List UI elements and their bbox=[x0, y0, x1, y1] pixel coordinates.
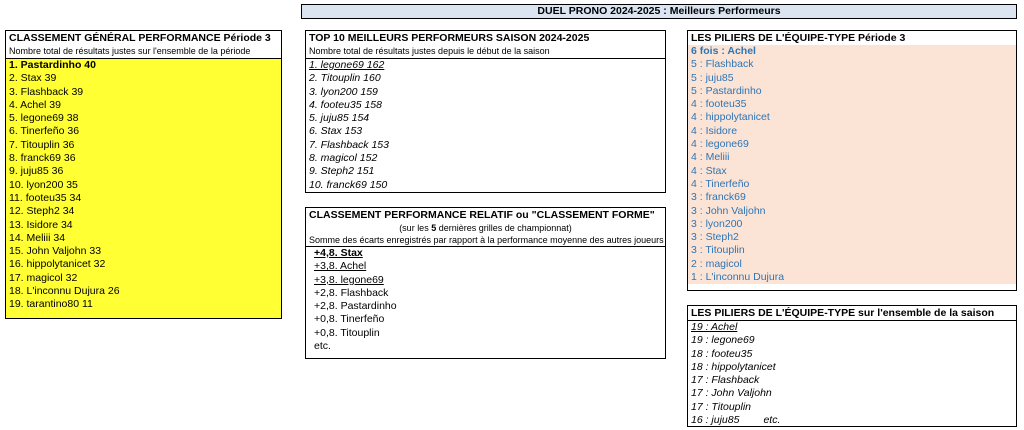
list-item: 2. Titouplin 160 bbox=[309, 72, 381, 85]
list-item: 4 : hippolytanicet bbox=[691, 111, 770, 124]
list-item: 18 : hippolytanicet bbox=[691, 360, 776, 373]
page-banner: DUEL PRONO 2024-2025 : Meilleurs Performeurs bbox=[301, 4, 1017, 19]
list-item: 4. Achel 39 bbox=[9, 98, 61, 111]
list-item: +4,8. Stax bbox=[314, 247, 363, 259]
list-item: 3 : Titouplin bbox=[691, 244, 745, 257]
list-item: 9. juju85 36 bbox=[9, 165, 64, 178]
list-item: 4. footeu35 158 bbox=[309, 98, 382, 111]
list-item: 4 : footeu35 bbox=[691, 98, 747, 111]
list-item: 2. Stax 39 bbox=[9, 72, 57, 85]
list-item: 17 : John Valjohn bbox=[691, 387, 772, 400]
list-item: 7. Flashback 153 bbox=[309, 138, 389, 151]
list-item: 19. tarantino80 11 bbox=[9, 298, 93, 311]
piliers-periode-list bbox=[688, 45, 1016, 284]
list-item: +3,8. Achel bbox=[314, 260, 367, 273]
list-item: 3. lyon200 159 bbox=[309, 85, 378, 98]
list-item: 1. legone69 162 bbox=[309, 59, 385, 71]
list-item: 5. legone69 38 bbox=[9, 112, 79, 125]
list-item: 18 : footeu35 bbox=[691, 347, 753, 360]
list-item: 6 fois : Achel bbox=[691, 45, 756, 57]
forme-note: Somme des écarts enregistrés par rapport à la performance moyenne des autres joueurs bbox=[306, 234, 665, 247]
top10-panel bbox=[305, 30, 666, 193]
list-item: 4 : Meliii bbox=[691, 151, 730, 164]
general-ranking-title: CLASSEMENT GÉNÉRAL PERFORMANCE Période 3 bbox=[9, 32, 271, 44]
forme-list bbox=[306, 247, 665, 353]
list-item: 10. franck69 150 bbox=[309, 178, 388, 191]
general-ranking-subtitle: Nombre total de résultats justes sur l'ensemble de la période bbox=[9, 46, 251, 56]
list-item: 16 : juju85 etc. bbox=[691, 414, 781, 427]
list-item: 19 : legone69 bbox=[691, 334, 755, 347]
forme-panel bbox=[305, 207, 666, 359]
list-item: 12. Steph2 34 bbox=[9, 205, 75, 218]
list-item: 3 : Steph2 bbox=[691, 231, 739, 244]
list-item: 2 : magicol bbox=[691, 257, 742, 270]
list-item: 3 : franck69 bbox=[691, 191, 746, 204]
list-item: 3. Flashback 39 bbox=[9, 85, 84, 98]
list-item: 5. juju85 154 bbox=[309, 112, 370, 125]
etc-label: etc. bbox=[763, 414, 781, 427]
forme-title: CLASSEMENT PERFORMANCE RELATIF ou "CLASSEMENT FORME" bbox=[309, 209, 655, 221]
list-item: 17 : Flashback bbox=[691, 374, 760, 387]
piliers-saison-title: LES PILIERS DE L'ÉQUIPE-TYPE sur l'ensemble de la saison bbox=[691, 307, 995, 319]
list-item: 5 : juju85 bbox=[691, 71, 734, 84]
list-item: 4 : Tinerfeño bbox=[691, 177, 750, 190]
list-item: 15. John Valjohn 33 bbox=[9, 245, 102, 258]
list-item: 3 : lyon200 bbox=[691, 217, 743, 230]
list-item: 17. magicol 32 bbox=[9, 271, 78, 284]
top10-title: TOP 10 MEILLEURS PERFORMEURS SAISON 2024-2025 bbox=[309, 32, 590, 44]
list-item: 14. Meliii 34 bbox=[9, 231, 66, 244]
list-item: 5 : Pastardinho bbox=[691, 84, 762, 97]
list-item: 11. footeu35 34 bbox=[9, 191, 82, 204]
list-item: 17 : Titouplin bbox=[691, 400, 752, 413]
piliers-saison-panel bbox=[687, 305, 1017, 427]
general-ranking-list bbox=[6, 58, 281, 318]
list-item: 1. Pastardinho 40 bbox=[9, 59, 96, 71]
list-item: 16. hippolytanicet 32 bbox=[9, 258, 106, 271]
list-item: 6. Stax 153 bbox=[309, 125, 363, 138]
list-item: 4 : Isidore bbox=[691, 124, 738, 137]
piliers-saison-list bbox=[688, 320, 1016, 427]
list-item: 6. Tinerfeño 36 bbox=[9, 125, 80, 138]
list-item: 8. franck69 36 bbox=[9, 152, 76, 165]
list-item: 5 : Flashback bbox=[691, 58, 754, 71]
list-item: 8. magicol 152 bbox=[309, 152, 378, 165]
list-item: 7. Titouplin 36 bbox=[9, 138, 75, 151]
piliers-periode-title: LES PILIERS DE L'ÉQUIPE-TYPE Période 3 bbox=[691, 32, 906, 44]
top10-subtitle: Nombre total de résultats justes depuis le début de la saison bbox=[309, 46, 550, 56]
forme-subtitle: (sur les 5 dernières grilles de championnat) bbox=[399, 223, 572, 233]
list-item: 13. Isidore 34 bbox=[9, 218, 73, 231]
list-item: 9. Steph2 151 bbox=[309, 165, 375, 178]
list-item: 4 : Stax bbox=[691, 164, 727, 177]
list-item: +2,8. Pastardinho bbox=[314, 300, 397, 313]
list-item: 10. lyon200 35 bbox=[9, 178, 78, 191]
list-item: 1 : L'inconnu Dujura bbox=[691, 271, 785, 284]
piliers-periode-panel bbox=[687, 30, 1017, 291]
list-item: 3 : John Valjohn bbox=[691, 204, 766, 217]
list-item: 4 : legone69 bbox=[691, 138, 749, 151]
list-item: +0,8. Titouplin bbox=[314, 326, 380, 339]
list-item: +2,8. Flashback bbox=[314, 286, 389, 299]
list-item: 19 : Achel bbox=[691, 321, 738, 333]
list-item: +3,8. legone69 bbox=[314, 273, 384, 286]
top10-list bbox=[306, 58, 665, 192]
list-item: 18. L'inconnu Dujura 26 bbox=[9, 285, 120, 298]
list-item: etc. bbox=[314, 340, 331, 353]
list-item: +0,8. Tinerfeño bbox=[314, 313, 385, 326]
general-ranking-panel bbox=[5, 30, 282, 319]
